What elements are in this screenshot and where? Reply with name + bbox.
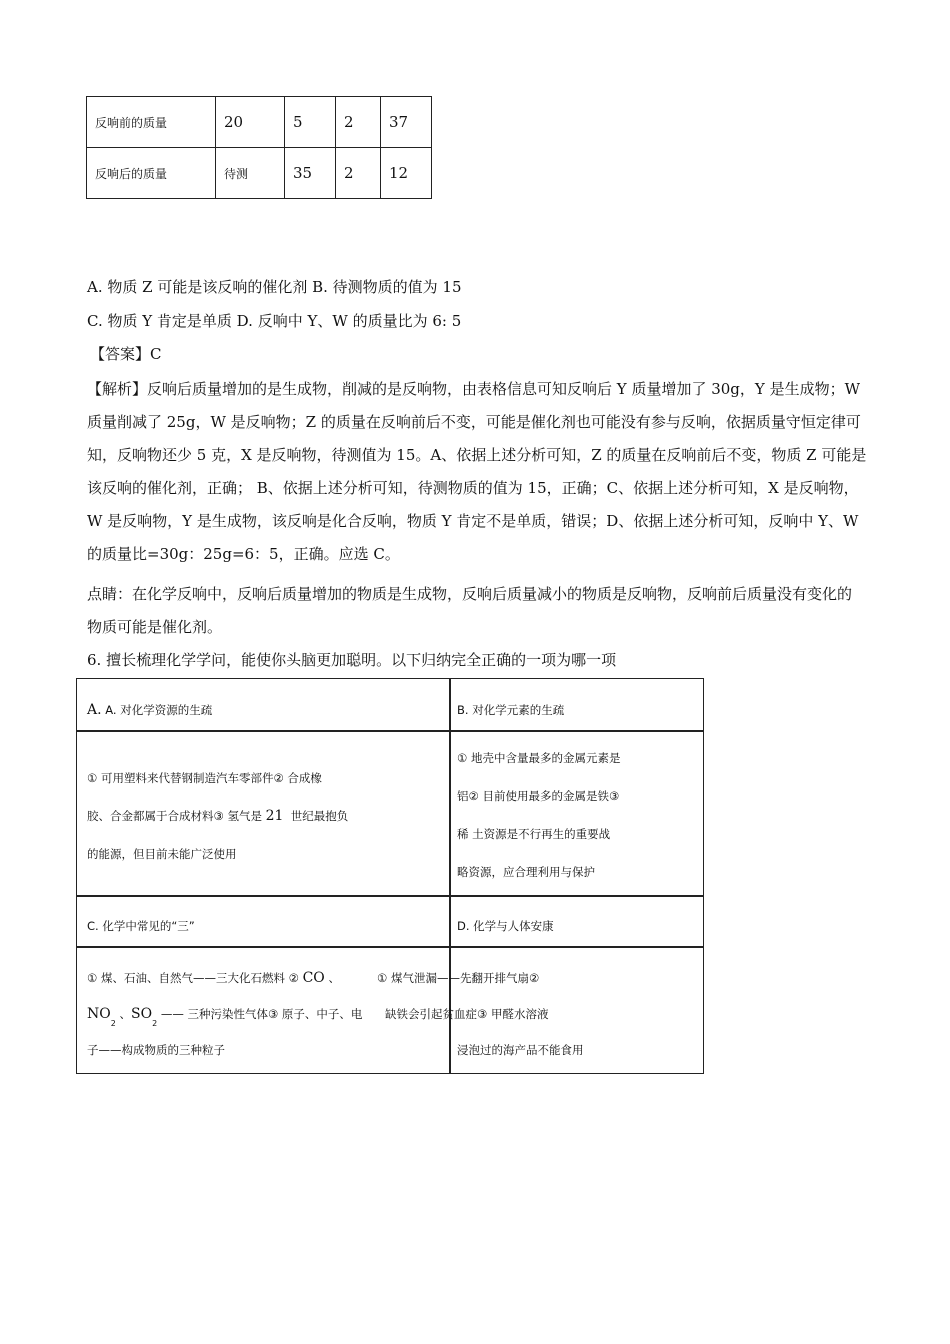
option-b-line1: ① 地壳中含量最多的金属元素是 [457,751,621,765]
q6-stem: 6. 擅长梳理化学学问，能使你头脑更加聪明。以下归纳完全正确的一项为哪一项 [87,651,617,669]
q5-options-cd: C. 物质 Y 肯定是单质 D. 反响中 Y、W 的质量比为 6: 5 [87,312,462,330]
option-d-line3: 浸泡过的海产品不能食用 [457,1043,584,1057]
table-cell: 37 [381,97,432,148]
table-cell: 2 [336,97,381,148]
table-cell: 5 [285,97,336,148]
row-label: 反响后的质量 [87,148,216,199]
table-row [87,97,432,148]
option-b-line3: 稀 土资源是不行再生的重要战 [457,827,611,841]
table-cell: 20 [216,97,285,148]
table-cell: 2 [336,148,381,199]
table-cell: 12 [381,148,432,199]
option-b-line4: 略资源，应合理利用与保护 [457,865,595,879]
table-cell: 待测 [216,148,285,199]
option-b-line2: 铝② 目前使用最多的金属是铁③ [457,789,620,803]
option-d-title: D. 化学与人体安康 [457,919,554,933]
option-a-line2: 胶、合金都属于合成材料③ 氢气是 21 世纪最抱负 [87,808,349,824]
option-d-line1: ① 煤气泄漏——先翻开排气扇② [377,971,540,985]
option-a-line3: 的能源，但目前未能广泛使用 [87,847,237,861]
option-d-line2: 缺铁会引起贫血症③ 甲醛水溶液 [385,1007,549,1021]
mass-table [86,96,432,199]
option-b-title: B. 对化学元素的生疏 [457,703,565,717]
option-c-title: C. 化学中常见的“三” [87,919,195,933]
row-label: 反响前的质量 [87,97,216,148]
q5-answer: 【答案】C [90,345,162,363]
option-c-line3: 子——构成物质的三种粒子 [87,1043,225,1057]
option-a-title: A. A. 对化学资源的生疏 [87,702,213,718]
option-a-line1: ① 可用塑料来代替钢制造汽车零部件② 合成橡 [87,771,322,785]
q5-tip: 点睛：在化学反响中，反响后质量增加的物质是生成物，反响后质量减小的物质是反响物，反响前后质量没有变化的物质可能是催化剂。 [87,585,853,636]
q5-analysis: 【解析】反响后质量增加的是生成物，削减的是反响物，由表格信息可知反响后 Y 质量增加了 30g，Y 是生成物；W 质量削减了 25g，W 是反响物；Z 的质量在反响前后不变，可能是催化剂也可能没有参与反响，依据质量守恒定律可知，反响物还少 5 克，X 是反响物，待测值为 15。A、依据上述分析可知，Z 的质量在反响前后不变，物质 Z 可能是该反响的催化剂，正确； B、依据上述分析可知，待测物质的值为 15，正确；C、依据上述分析可知，X 是反响物，W 是反响物，Y 是生成物，该反响是化合反响，物质 Y 肯定不是单质，错误；D、依据上述分析可知，反响中 Y、W 的质量比=30g：25g=6：5，正确。应选 C。 [87,380,867,563]
table-row [87,148,432,199]
option-c-line2: $NO_2$ 、$SO_2$ —— 三种污染性气体③ 原子、中子、电 [87,1006,363,1028]
table-cell: 35 [285,148,336,199]
q5-options-ab: A. 物质 Z 可能是该反响的催化剂 B. 待测物质的值为 15 [87,278,462,296]
option-c-line1: ① 煤、石油、自然气——三大化石燃料 ② CO 、 [87,970,340,986]
q6-options-table [76,678,704,1074]
